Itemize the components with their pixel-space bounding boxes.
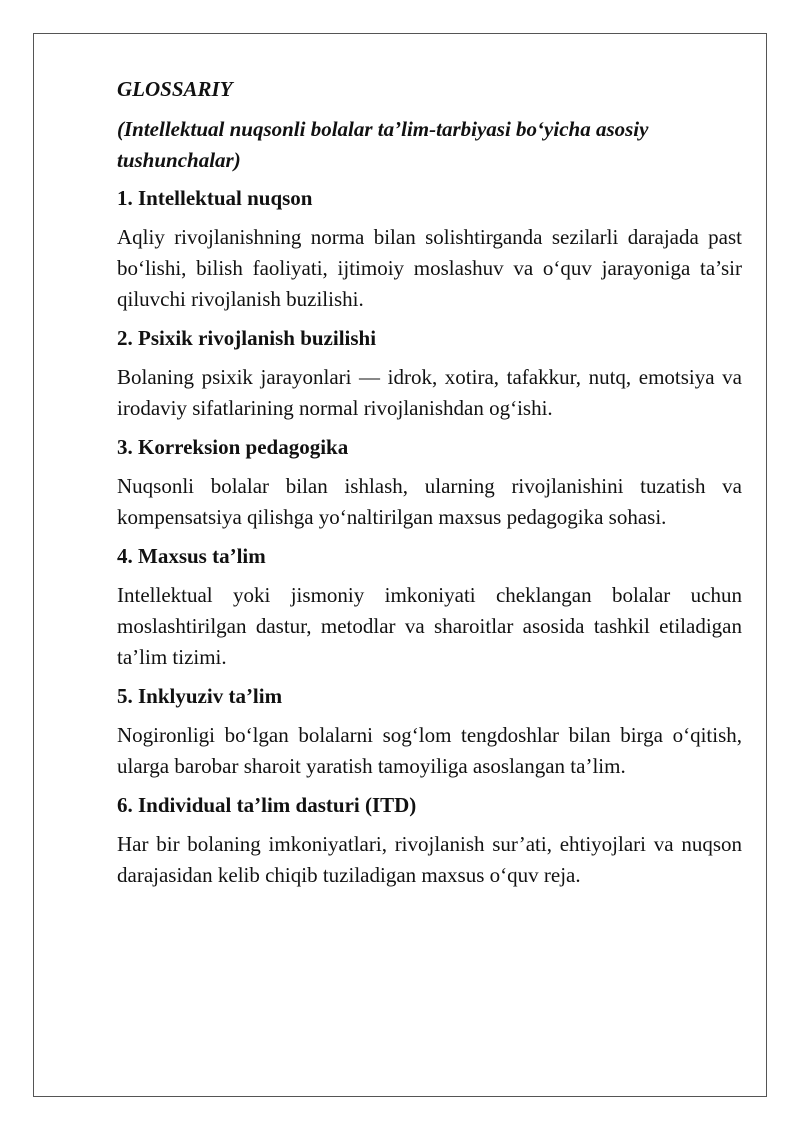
term-definition: Bolaning psixik jarayonlari — idrok, xotira, tafakkur, nutq, emotsiya va irodaviy sifatlarining normal rivojlanishdan og‘ishi. xyxy=(117,365,742,420)
document-title: GLOSSARIY xyxy=(117,77,233,101)
term-definition: Nogironligi bo‘lgan bolalarni sog‘lom tengdoshlar bilan birga o‘qitish, ularga barobar sharoit yaratish tamoyiliga asoslangan ta’lim. xyxy=(117,723,742,778)
term-definition: Intellektual yoki jismoniy imkoniyati cheklangan bolalar uchun moslashtirilgan dastur, metodlar va sharoitlar asosida tashkil etiladigan ta’lim tizimi. xyxy=(117,583,742,669)
glossary-content xyxy=(117,74,742,899)
glossary-entry-6 xyxy=(117,790,742,891)
glossary-entry-3 xyxy=(117,432,742,533)
term-definition: Aqliy rivojlanishning norma bilan solishtirganda sezilarli darajada past bo‘lishi, bilish faoliyati, ijtimoiy moslashuv va o‘quv jarayoniga ta’sir qiluvchi rivojlanish buzilishi. xyxy=(117,225,742,311)
document-subtitle: (Intellektual nuqsonli bolalar ta’lim-tarbiyasi bo‘yicha asosiy tushunchalar) xyxy=(117,117,649,172)
glossary-entry-4 xyxy=(117,541,742,673)
term-heading: 1. Intellektual nuqson xyxy=(117,186,313,210)
term-heading: 6. Individual ta’lim dasturi (ITD) xyxy=(117,793,417,817)
term-definition: Har bir bolaning imkoniyatlari, rivojlanish sur’ati, ehtiyojlari va nuqson darajasidan kelib chiqib tuziladigan maxsus o‘quv reja. xyxy=(117,832,742,887)
term-heading: 3. Korreksion pedagogika xyxy=(117,435,349,459)
glossary-entry-1 xyxy=(117,183,742,315)
term-heading: 4. Maxsus ta’lim xyxy=(117,544,266,568)
term-heading: 2. Psixik rivojlanish buzilishi xyxy=(117,326,377,350)
term-heading: 5. Inklyuziv ta’lim xyxy=(117,684,283,708)
term-definition: Nuqsonli bolalar bilan ishlash, ularning rivojlanishini tuzatish va kompensatsiya qilishga yo‘naltirilgan maxsus pedagogika sohasi. xyxy=(117,474,742,529)
glossary-entry-2 xyxy=(117,323,742,424)
glossary-entry-5 xyxy=(117,681,742,782)
